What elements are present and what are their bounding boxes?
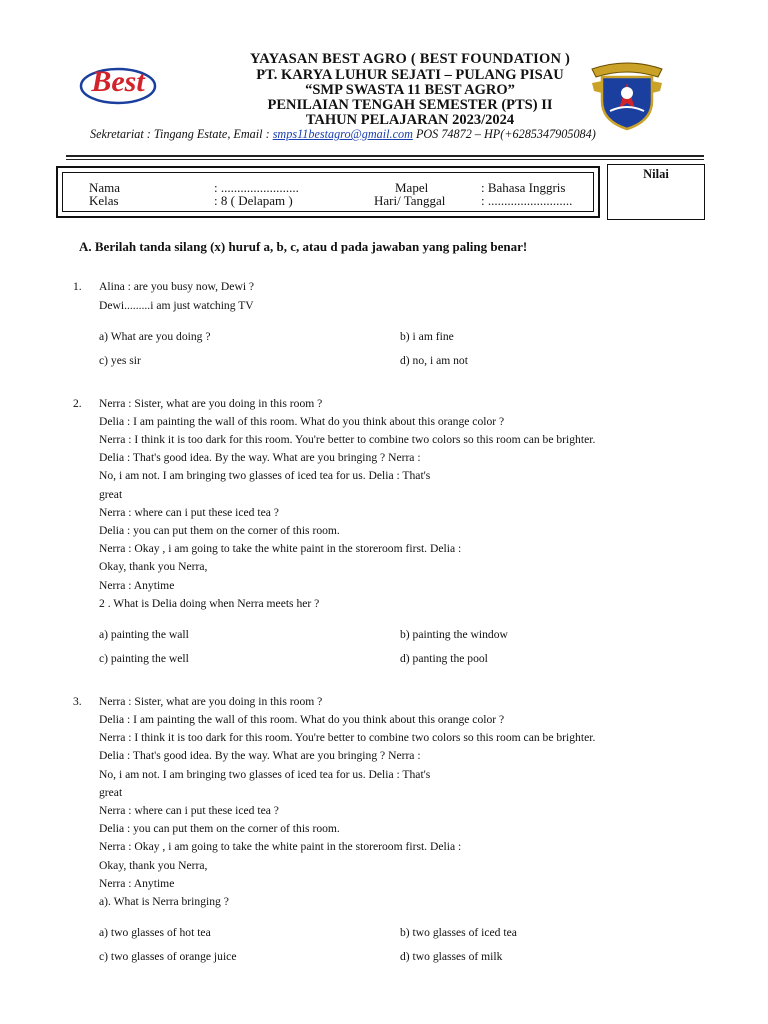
question-3-line: Nerra : I think it is too dark for this room. You're better to combine two colors so this room can be brighter. xyxy=(99,731,596,744)
question-2-line: Okay, thank you Nerra, xyxy=(99,560,208,573)
question-2-line: Nerra : Sister, what are you doing in this room ? xyxy=(99,397,323,410)
question-3-line: Nerra : Anytime xyxy=(99,877,175,890)
question-3-line: Delia : you can put them on the corner of this room. xyxy=(99,822,340,835)
question-3-option-d[interactable]: d) two glasses of milk xyxy=(400,950,503,963)
score-label: Nilai xyxy=(643,167,669,181)
exam-title: PENILAIAN TENGAH SEMESTER (PTS) II xyxy=(267,97,553,113)
academic-year: TAHUN PELAJARAN 2023/2024 xyxy=(305,112,515,128)
nama-field[interactable]: : ........................ xyxy=(214,180,299,195)
kelas-label: Kelas xyxy=(89,193,119,208)
question-3-line: No, i am not. I am bringing two glasses of iced tea for us. Delia : That's xyxy=(99,768,431,781)
svg-text:Best: Best xyxy=(91,65,145,98)
question-1-option-b[interactable]: b) i am fine xyxy=(400,330,454,343)
question-2-line: Delia : That's good idea. By the way. What are you bringing ? Nerra : xyxy=(99,451,421,464)
question-3-option-b[interactable]: b) two glasses of iced tea xyxy=(400,926,517,939)
question-1-option-a[interactable]: a) What are you doing ? xyxy=(99,330,211,343)
question-2-line: great xyxy=(99,488,123,501)
question-2-option-c[interactable]: c) painting the well xyxy=(99,652,189,665)
question-2-line: Nerra : I think it is too dark for this room. You're better to combine two colors so this room can be brighter. xyxy=(99,433,596,446)
school-title: “SMP SWASTA 11 BEST AGRO” xyxy=(305,82,515,98)
question-3-line: great xyxy=(99,786,123,799)
question-2-option-d[interactable]: d) panting the pool xyxy=(400,652,488,665)
question-1-line: Dewi.........i am just watching TV xyxy=(99,299,254,312)
question-1-option-d[interactable]: d) no, i am not xyxy=(400,354,468,367)
section-a-instruction: A. Berilah tanda silang (x) huruf a, b, c, atau d pada jawaban yang paling benar! xyxy=(79,239,528,254)
header-divider xyxy=(66,155,704,157)
question-3-option-a[interactable]: a) two glasses of hot tea xyxy=(99,926,211,939)
question-3-line: Okay, thank you Nerra, xyxy=(99,859,208,872)
secretariat-address: Sekretariat : Tingang Estate, Email : smps11bestagro@gmail.com POS 74872 – HP(+6285347905084) xyxy=(90,127,596,141)
foundation-title: YAYASAN BEST AGRO ( BEST FOUNDATION ) xyxy=(249,51,571,67)
question-1-line: Alina : are you busy now, Dewi ? xyxy=(99,280,255,293)
question-2-line: Nerra : Anytime xyxy=(99,579,175,592)
question-3-line: Delia : That's good idea. By the way. What are you bringing ? Nerra : xyxy=(99,749,421,762)
question-2-number: 2. xyxy=(73,397,82,410)
mapel-label: Mapel xyxy=(395,180,429,195)
question-3-line: Delia : I am painting the wall of this room. What do you think about this orange color ? xyxy=(99,713,505,726)
email-link[interactable]: smps11bestagro@gmail.com xyxy=(272,127,413,141)
question-3-number: 3. xyxy=(73,695,82,708)
question-2-line: Nerra : Okay , i am going to take the white paint in the storeroom first. Delia : xyxy=(99,542,462,555)
question-3-option-c[interactable]: c) two glasses of orange juice xyxy=(99,950,237,963)
question-2-line: Delia : I am painting the wall of this room. What do you think about this orange color ? xyxy=(99,415,505,428)
question-2-line: Nerra : where can i put these iced tea ? xyxy=(99,506,279,519)
question-2-line: Delia : you can put them on the corner of this room. xyxy=(99,524,340,537)
question-3-prompt: a). What is Nerra bringing ? xyxy=(99,895,229,908)
best-logo-icon xyxy=(78,58,158,110)
question-3-line: Nerra : Okay , i am going to take the white paint in the storeroom first. Delia : xyxy=(99,840,462,853)
question-2-prompt: 2 . What is Delia doing when Nerra meets her ? xyxy=(99,597,320,610)
question-2-line: No, i am not. I am bringing two glasses of iced tea for us. Delia : That's xyxy=(99,469,431,482)
hari-tanggal-field[interactable]: : .......................... xyxy=(481,193,573,208)
header-divider-thin xyxy=(66,159,704,160)
question-3-line: Nerra : where can i put these iced tea ? xyxy=(99,804,279,817)
question-2-option-a[interactable]: a) painting the wall xyxy=(99,628,189,641)
nama-label: Nama xyxy=(89,180,121,195)
mapel-value: : Bahasa Inggris xyxy=(481,180,566,195)
hari-tanggal-label: Hari/ Tanggal xyxy=(374,193,446,208)
company-title: PT. KARYA LUHUR SEJATI – PULANG PISAU xyxy=(256,67,564,83)
question-1-number: 1. xyxy=(73,280,82,293)
question-1-option-c[interactable]: c) yes sir xyxy=(99,354,141,367)
question-3-line: Nerra : Sister, what are you doing in this room ? xyxy=(99,695,323,708)
question-2-option-b[interactable]: b) painting the window xyxy=(400,628,508,641)
kelas-value: : 8 ( Delapam ) xyxy=(214,193,293,208)
